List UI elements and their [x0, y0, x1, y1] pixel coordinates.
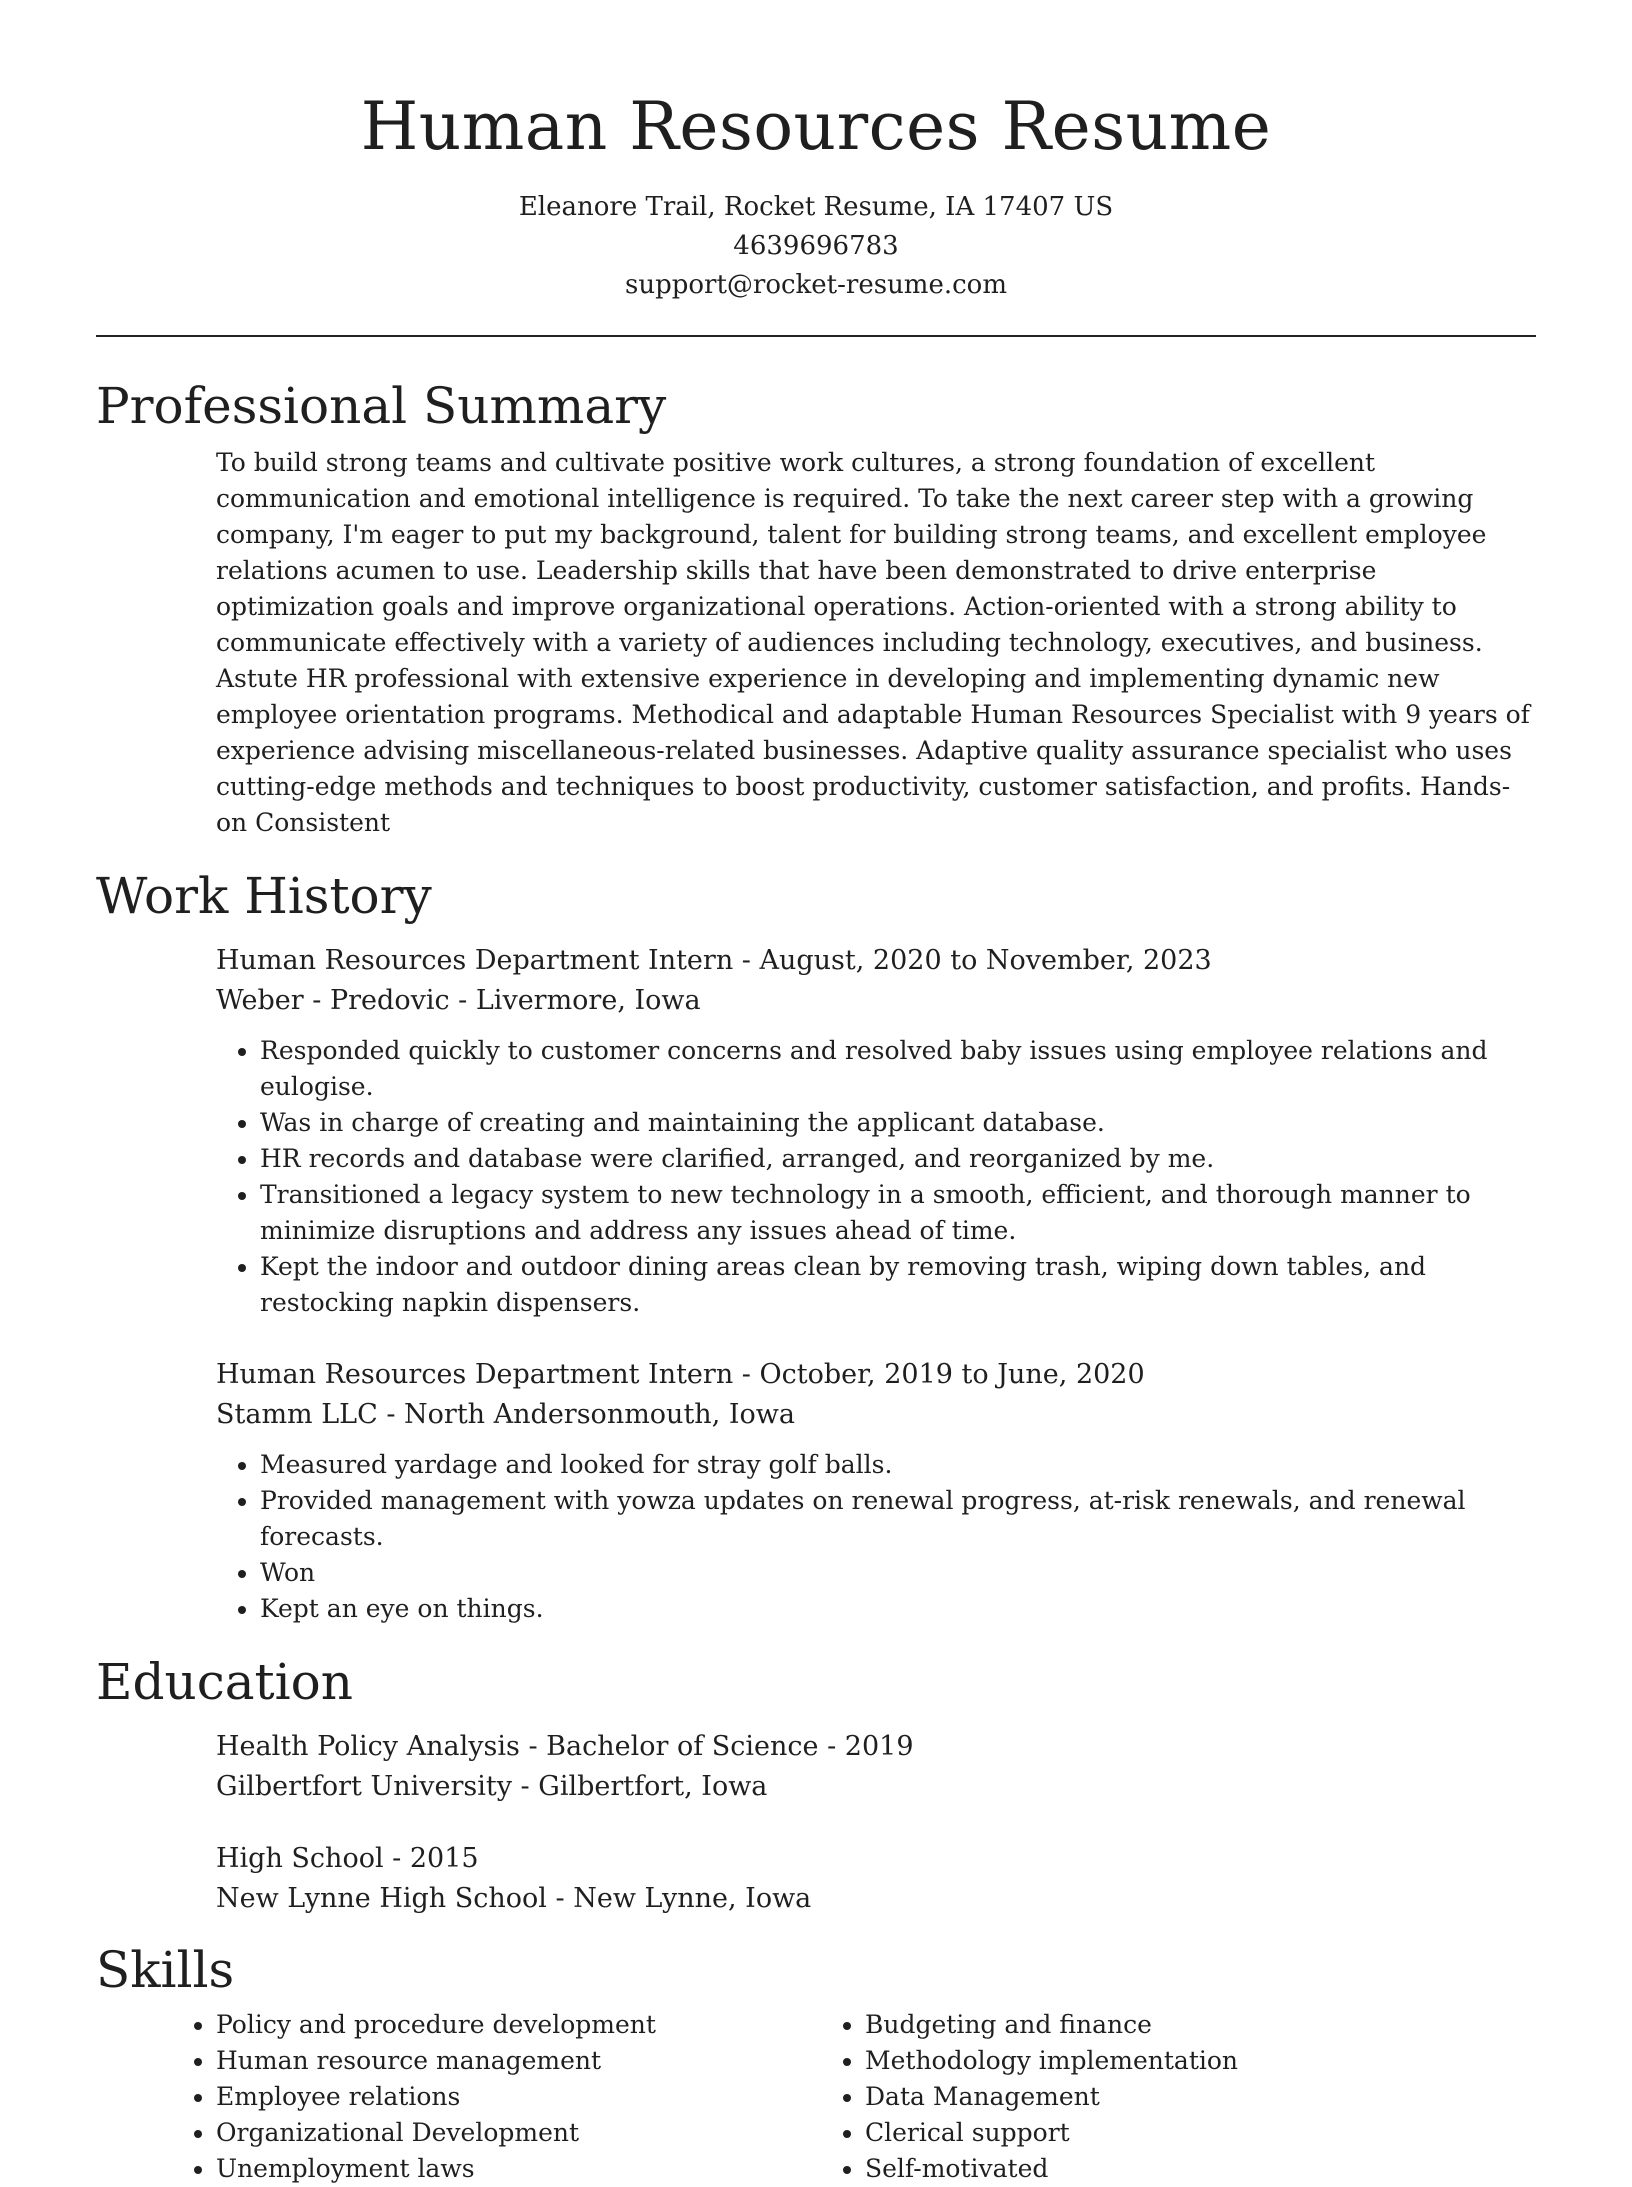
list-item: • Was in charge of creating and maintaining the applicant database.	[260, 1105, 1536, 1141]
skills-list-left	[172, 2007, 821, 2187]
skill-item: • Data Management	[865, 2079, 1470, 2115]
education-entry	[216, 1727, 1536, 1807]
education-degree: High School - 2015	[216, 1843, 479, 1874]
work-history-section	[96, 863, 1536, 1627]
skill-item: • Methodology implementation	[865, 2043, 1470, 2079]
skill-item: • Budgeting and finance	[865, 2007, 1470, 2043]
job-title-dates: Human Resources Department Intern - October, 2019 to June, 2020	[216, 1359, 1145, 1390]
list-item: • HR records and database were clarified, arranged, and reorganized by me.	[260, 1141, 1536, 1177]
resume-header	[96, 0, 1536, 305]
list-item: • Kept the indoor and outdoor dining areas clean by removing trash, wiping down tables, and restocking napkin dispensers.	[260, 1249, 1536, 1321]
list-item: • Provided management with yowza updates on renewal progress, at-risk renewals, and renewal forecasts.	[260, 1483, 1536, 1555]
summary-section	[96, 373, 1536, 841]
contact-email: support@rocket-resume.com	[624, 270, 1007, 300]
skill-item: • Policy and procedure development	[216, 2007, 821, 2043]
education-school: New Lynne High School - New Lynne, Iowa	[216, 1883, 812, 1914]
education-school: Gilbertfort University - Gilbertfort, Iowa	[216, 1771, 768, 1802]
job-duties-list	[96, 1033, 1536, 1321]
list-item: • Transitioned a legacy system to new technology in a smooth, efficient, and thorough manner to minimize disruptions and address any issues ahead of time.	[260, 1177, 1536, 1249]
list-item: • Measured yardage and looked for stray golf balls.	[260, 1447, 1536, 1483]
education-entry	[216, 1839, 1536, 1919]
summary-text: To build strong teams and cultivate positive work cultures, a strong foundation of excellent communication and emotional intelligence is required. To take the next career step with a growing company, I'm eager to put my background, talent for building strong teams, and excellent employee relations acumen to use. Leadership skills that have been demonstrated to drive enterprise optimization goals and improve organizational operations. Action-oriented with a strong ability to communicate effectively with a variety of audiences including technology, executives, and business. Astute HR professional with extensive experience in developing and implementing dynamic new employee orientation programs. Methodical and adaptable Human Resources Specialist with 9 years of experience advising miscellaneous-related businesses. Adaptive quality assurance specialist who uses cutting-edge methods and techniques to boost productivity, customer satisfaction, and profits. Hands-on Consistent	[216, 448, 1530, 837]
contact-address: Eleanore Trail, Rocket Resume, IA 17407 US	[518, 192, 1114, 222]
skill-item: • Human resource management	[216, 2043, 821, 2079]
skills-section	[96, 1937, 1536, 2187]
education-section	[96, 1649, 1536, 1919]
education-heading: Education	[96, 1653, 353, 1711]
skills-heading: Skills	[96, 1941, 235, 1999]
skills-columns	[172, 2007, 1536, 2187]
job-duties-list	[96, 1447, 1536, 1627]
resume-title: Human Resources Resume	[360, 88, 1272, 165]
work-history-heading: Work History	[96, 867, 432, 925]
skills-list-right	[821, 2007, 1470, 2187]
header-divider	[96, 335, 1536, 337]
education-body	[216, 1727, 1536, 1919]
summary-heading: Professional Summary	[96, 377, 667, 435]
skill-item: • Employee relations	[216, 2079, 821, 2115]
job-entry	[216, 941, 1536, 1321]
list-item: • Won	[260, 1555, 1536, 1591]
education-degree: Health Policy Analysis - Bachelor of Science - 2019	[216, 1731, 914, 1762]
job-company-location: Stamm LLC - North Andersonmouth, Iowa	[216, 1399, 795, 1430]
work-history-body	[216, 941, 1536, 1627]
contact-phone: 4639696783	[733, 231, 899, 261]
skill-item: • Self-motivated	[865, 2151, 1470, 2187]
skill-item: • Organizational Development	[216, 2115, 821, 2151]
contact-block	[96, 188, 1536, 305]
list-item: • Kept an eye on things.	[260, 1591, 1536, 1627]
skill-item: • Unemployment laws	[216, 2151, 821, 2187]
job-title-dates: Human Resources Department Intern - August, 2020 to November, 2023	[216, 945, 1212, 976]
job-entry	[216, 1355, 1536, 1627]
list-item: • Responded quickly to customer concerns and resolved baby issues using employee relations and eulogise.	[260, 1033, 1536, 1105]
skill-item: • Clerical support	[865, 2115, 1470, 2151]
job-company-location: Weber - Predovic - Livermore, Iowa	[216, 985, 701, 1016]
